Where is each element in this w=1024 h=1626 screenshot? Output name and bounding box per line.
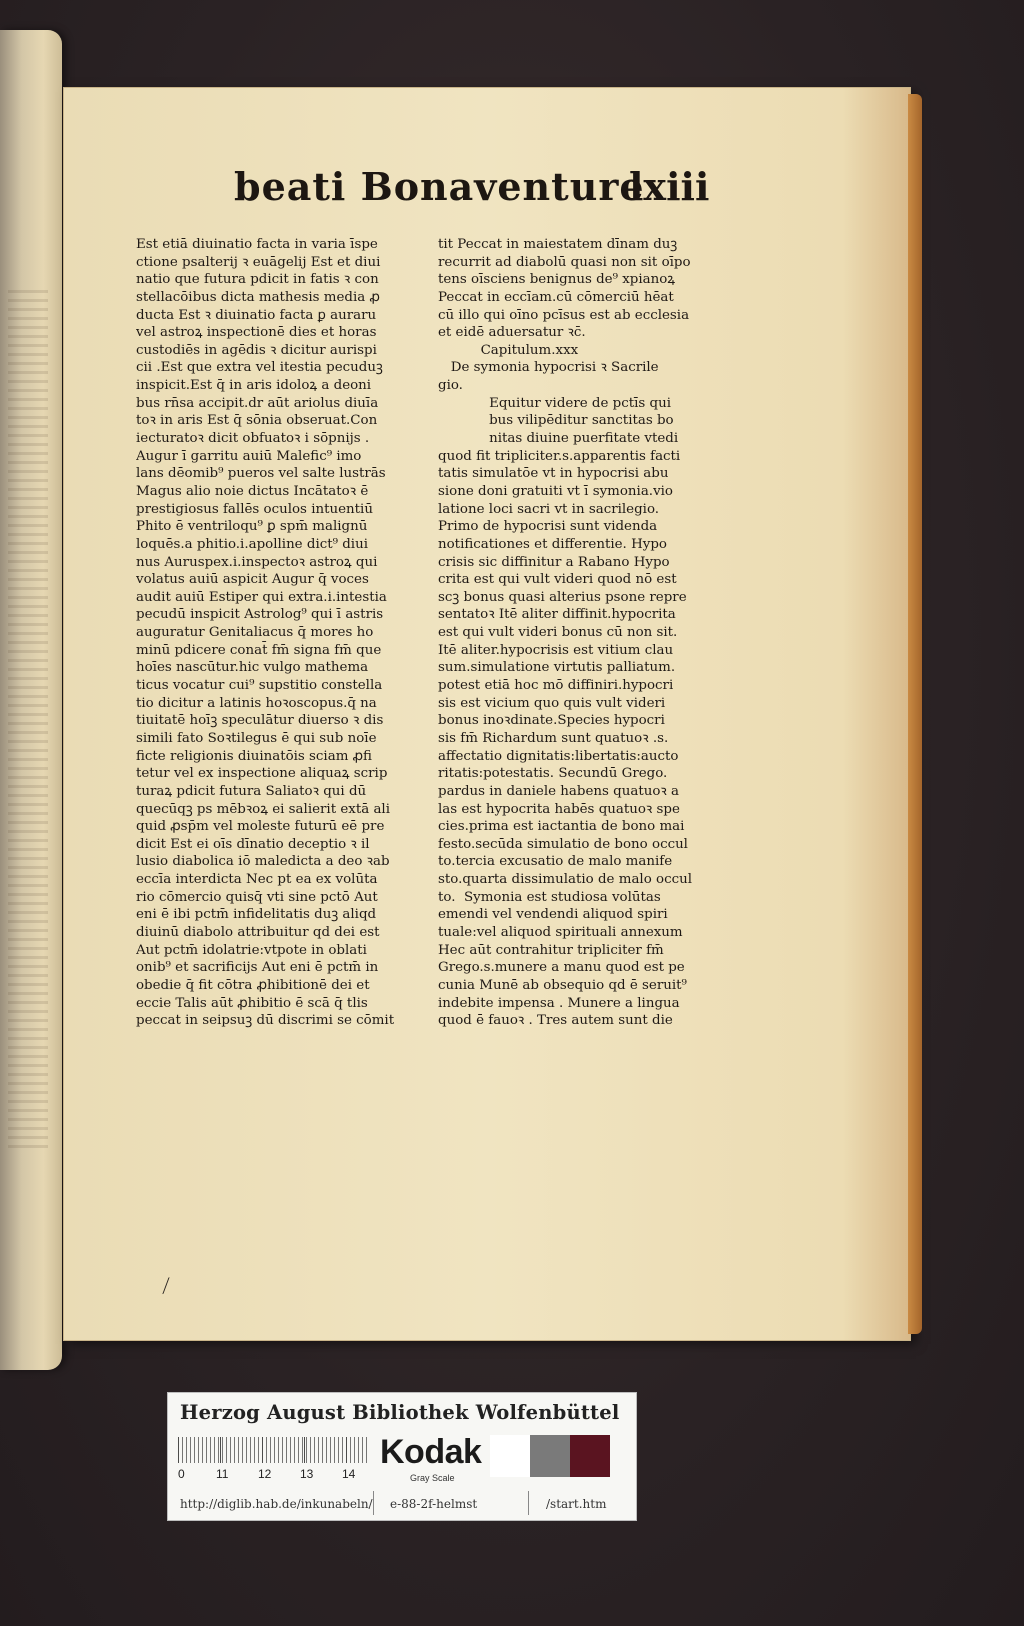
- text-line: turaꝝ pdicit futura Saliatoꝛ qui dū: [136, 783, 367, 799]
- ruler-number: 12: [258, 1467, 272, 1481]
- text-line: sto.quarta dissimulatio de malo occul: [438, 872, 692, 888]
- text-line: affectatio dignitatis:libertatis:aucto: [438, 748, 679, 764]
- text-line: Equitur videre de pctīs qui: [438, 395, 672, 411]
- url-row: [180, 1497, 628, 1513]
- text-line: eccie Talis aūt ꝓhibitio ē scā q̄ tlis: [136, 995, 368, 1011]
- book-page: [64, 88, 910, 1340]
- text-line: quod ē fauoꝛ . Tres autem sunt die: [438, 1013, 673, 1029]
- ruler-number: 0: [178, 1467, 185, 1481]
- text-line: audit auiū Estiper qui extra.i.intestia: [136, 589, 387, 605]
- text-line: iecturatoꝛ dicit obfuatoꝛ i sōpnijs .: [136, 431, 370, 447]
- ruler-number: 11: [216, 1467, 229, 1481]
- ruler-number: 14: [342, 1467, 356, 1481]
- text-line: Aut pctm̄ idolatrie:vtpote in oblati: [136, 942, 367, 958]
- text-line: tens oīsciens benignus de⁹ xpianoꝝ: [438, 272, 676, 288]
- stray-mark: ⟋: [156, 1274, 176, 1299]
- text-line: Est etiā diuinatio facta in varia īspe: [136, 237, 378, 252]
- text-line: tatis simulatōe vt in hypocrisi abu: [438, 466, 669, 482]
- text-line: to. Symonia est studiosa volūtas: [438, 889, 661, 905]
- text-line: bus vilipēditur sanctitas bo: [438, 413, 674, 429]
- text-line: dicit Est ei oīs dīnatio deceptio ꝛ il: [136, 836, 370, 852]
- text-line: sis fm̄ Richardum sunt quatuoꝛ .s.: [438, 730, 669, 746]
- text-line: tit Peccat in maiestatem dīnam duꝫ: [438, 237, 678, 252]
- text-line: crisis sic diffinitur a Rabano Hypo: [438, 554, 670, 570]
- text-line: cii .Est que extra vel itestia pecuduꝫ: [136, 360, 383, 376]
- text-line: prestigiosus fallēs oculos intuentiū: [136, 501, 373, 517]
- text-line: cū illo qui oīno pcīsus est ab ecclesia: [438, 307, 690, 323]
- text-line: sum.simulatione virtutis palliatum.: [438, 660, 676, 676]
- text-line: Augur ī garritu auiū Malefic⁹ imo: [136, 448, 362, 464]
- url-suffix: /start.htm: [546, 1497, 607, 1511]
- text-column-right: [438, 236, 700, 1030]
- text-line: De symonia hypocrisi ꝛ Sacrile: [438, 360, 659, 376]
- text-line: volatus auiū aspicit Augur q̄ voces: [136, 572, 369, 588]
- ruler-numbers: [178, 1467, 368, 1481]
- text-line: latione loci sacri vt in sacrilegio.: [438, 501, 660, 517]
- text-line: bus rn̄sa accipit.dr aūt ariolus diuīa: [136, 395, 379, 411]
- text-line: gio.: [438, 378, 463, 394]
- text-line: quecūqꝫ ps mēbꝛoꝝ ei salierit extā ali: [136, 801, 390, 817]
- text-line: cunia Munē ab obsequio qd ē seruit⁹: [438, 977, 687, 993]
- text-line: inspicit.Est q̄ in aris idoloꝝ a deoni: [136, 378, 372, 394]
- text-line: nus Auruspex.i.inspectoꝛ astroꝝ qui: [136, 554, 378, 570]
- text-line: Hec aūt contrahitur tripliciter fm̄: [438, 942, 664, 958]
- text-line: Itē aliter.hypocrisis est vitium clau: [438, 642, 674, 658]
- text-line: nitas diuine puerfitate vtedi: [438, 431, 679, 447]
- text-line: rio cōmercio quisq̄ vti sine pctō Aut: [136, 889, 378, 905]
- text-line: ducta Est ꝛ diuinatio facta ꝑ auraru: [136, 307, 377, 323]
- text-line: tetur vel ex inspectione aliquaꝝ scrip: [136, 766, 388, 782]
- folio-number: lxiii: [629, 164, 710, 209]
- text-line: festo.secūda simulatio de bono occul: [438, 836, 688, 852]
- text-line: auguratur Genitaliacus q̄ mores ho: [136, 625, 374, 641]
- text-line: Peccat in eccīam.cū cōmerciū hēat: [438, 289, 674, 305]
- facing-page-edge: [0, 30, 62, 1370]
- text-line: tiuitatē hoīꝫ speculātur diuerso ꝛ dis: [136, 713, 384, 729]
- text-line: eccīa interdicta Nec pt ea ex volūta: [136, 872, 378, 888]
- text-line: lans dēomib⁹ pueros vel salte lustrās: [136, 466, 386, 482]
- running-title: beati Bonaventure: [234, 164, 645, 209]
- text-line: las est hypocrita habēs quatuoꝛ spe: [438, 801, 680, 817]
- text-line: tio dicitur a latinis hoꝛoscopus.q̄ na: [136, 695, 377, 711]
- color-target-card: [167, 1392, 637, 1521]
- gray-scale-label: Gray Scale: [410, 1473, 455, 1483]
- text-line: recurrit ad diabolū quasi non sit oīpo: [438, 254, 691, 270]
- text-line: bonus inoꝛdinate.Species hypocri: [438, 713, 665, 729]
- text-line: potest etiā hoc mō diffiniri.hypocri: [438, 678, 674, 694]
- text-line: vel astroꝝ inspectionē dies et horas: [136, 325, 377, 341]
- text-line: ritatis:potestatis. Secundū Grego.: [438, 766, 668, 782]
- gray-patch: [570, 1435, 610, 1477]
- text-line: stellacōibus dicta mathesis media ꝓ: [136, 289, 380, 305]
- text-line: crita est qui vult videri quod nō est: [438, 572, 677, 588]
- text-line: hoīes nascūtur.hic vulgo mathema: [136, 660, 369, 676]
- text-line: ctione psalterij ꝛ euāgelij Est et diui: [136, 254, 381, 270]
- text-line: scꝫ bonus quasi alterius psone repre: [438, 589, 687, 605]
- text-line: Phito ē ventriloqu⁹ ꝑ spm̄ malignū: [136, 519, 368, 535]
- running-header: [64, 164, 910, 220]
- text-line: et eidē aduersatur ꝛc̄.: [438, 325, 586, 341]
- text-line: onib⁹ et sacrificijs Aut eni ē pctm̄ in: [136, 960, 379, 976]
- text-line: lusio diabolica iō maledicta a deo ꝛab: [136, 854, 390, 870]
- text-line: Capitulum.xxx: [438, 342, 579, 358]
- kodak-logo: Kodak: [380, 1433, 482, 1471]
- library-name: Herzog August Bibliothek Wolfenbüttel: [180, 1401, 620, 1424]
- url-item-id: e-88-2f-helmst: [390, 1497, 478, 1511]
- text-line: diuinū diabolo attribuitur qd dei est: [136, 924, 380, 940]
- text-line: emendi vel vendendi aliquod spiri: [438, 907, 668, 923]
- text-line: indebite impensa . Munere a lingua: [438, 995, 680, 1011]
- text-line: pecudū inspicit Astrolog⁹ qui ī astris: [136, 607, 384, 623]
- text-line: Primo de hypocrisi sunt videnda: [438, 519, 658, 535]
- text-line: Grego.s.munere a manu quod est pe: [438, 960, 685, 976]
- ruler-number: 13: [300, 1467, 314, 1481]
- text-line: eni ē ibi pctm̄ infidelitatis duꝫ aliqd: [136, 907, 377, 923]
- facing-page-text-bleed: [8, 290, 48, 1150]
- text-line: custodiēs in agēdis ꝛ dicitur aurispi: [136, 342, 377, 358]
- text-line: quid ꝓsp̄m vel moleste futurū eē pre: [136, 819, 385, 835]
- text-line: est qui vult videri bonus cū non sit.: [438, 625, 678, 641]
- text-line: Magus alio noie dictus Incātatoꝛ ē: [136, 483, 369, 499]
- text-line: sis est vicium quo quis vult videri: [438, 695, 666, 711]
- url-base: http://diglib.hab.de/inkunabeln/: [180, 1497, 373, 1511]
- text-line: pardus in daniele habens quatuoꝛ a: [438, 783, 679, 799]
- text-line: ticus vocatur cui⁹ supstitio constella: [136, 678, 383, 694]
- text-line: simili fato Soꝛtilegus ē qui sub noīe: [136, 730, 377, 746]
- text-line: quod fit tripliciter.s.apparentis facti: [438, 448, 681, 464]
- text-line: ficte religionis diuinatōis sciam ꝓfi: [136, 748, 372, 764]
- text-line: obedie q̄ fit cōtra ꝓhibitionē dei et: [136, 977, 370, 993]
- gray-patch: [490, 1435, 530, 1477]
- text-line: toꝛ in aris Est q̄ sōnia obseruat.Con: [136, 413, 378, 429]
- page-fore-edge: [908, 94, 922, 1334]
- text-line: to.tercia excusatio de malo manife: [438, 854, 673, 870]
- text-line: peccat in seipsuꝫ dū discrimi se cōmit: [136, 1013, 395, 1029]
- text-line: tuale:vel aliquod spirituali annexum: [438, 924, 683, 940]
- text-line: notificationes et differentie. Hypo: [438, 536, 667, 552]
- text-line: sentatoꝛ Itē aliter diffinit.hypocrita: [438, 607, 676, 623]
- scale-ruler: [178, 1437, 368, 1463]
- text-line: cies.prima est iactantia de bono mai: [438, 819, 685, 835]
- text-column-left: [136, 236, 398, 1030]
- gray-patch: [530, 1435, 570, 1477]
- text-line: loquēs.a phitio.i.apolline dict⁹ diui: [136, 536, 368, 552]
- text-line: sione doni gratuiti vt ī symonia.vio: [438, 483, 673, 499]
- text-line: minū pdicere conat̄ fm̄ signa fm̄ que: [136, 642, 382, 658]
- text-line: natio que futura pdicit in fatis ꝛ con: [136, 272, 379, 288]
